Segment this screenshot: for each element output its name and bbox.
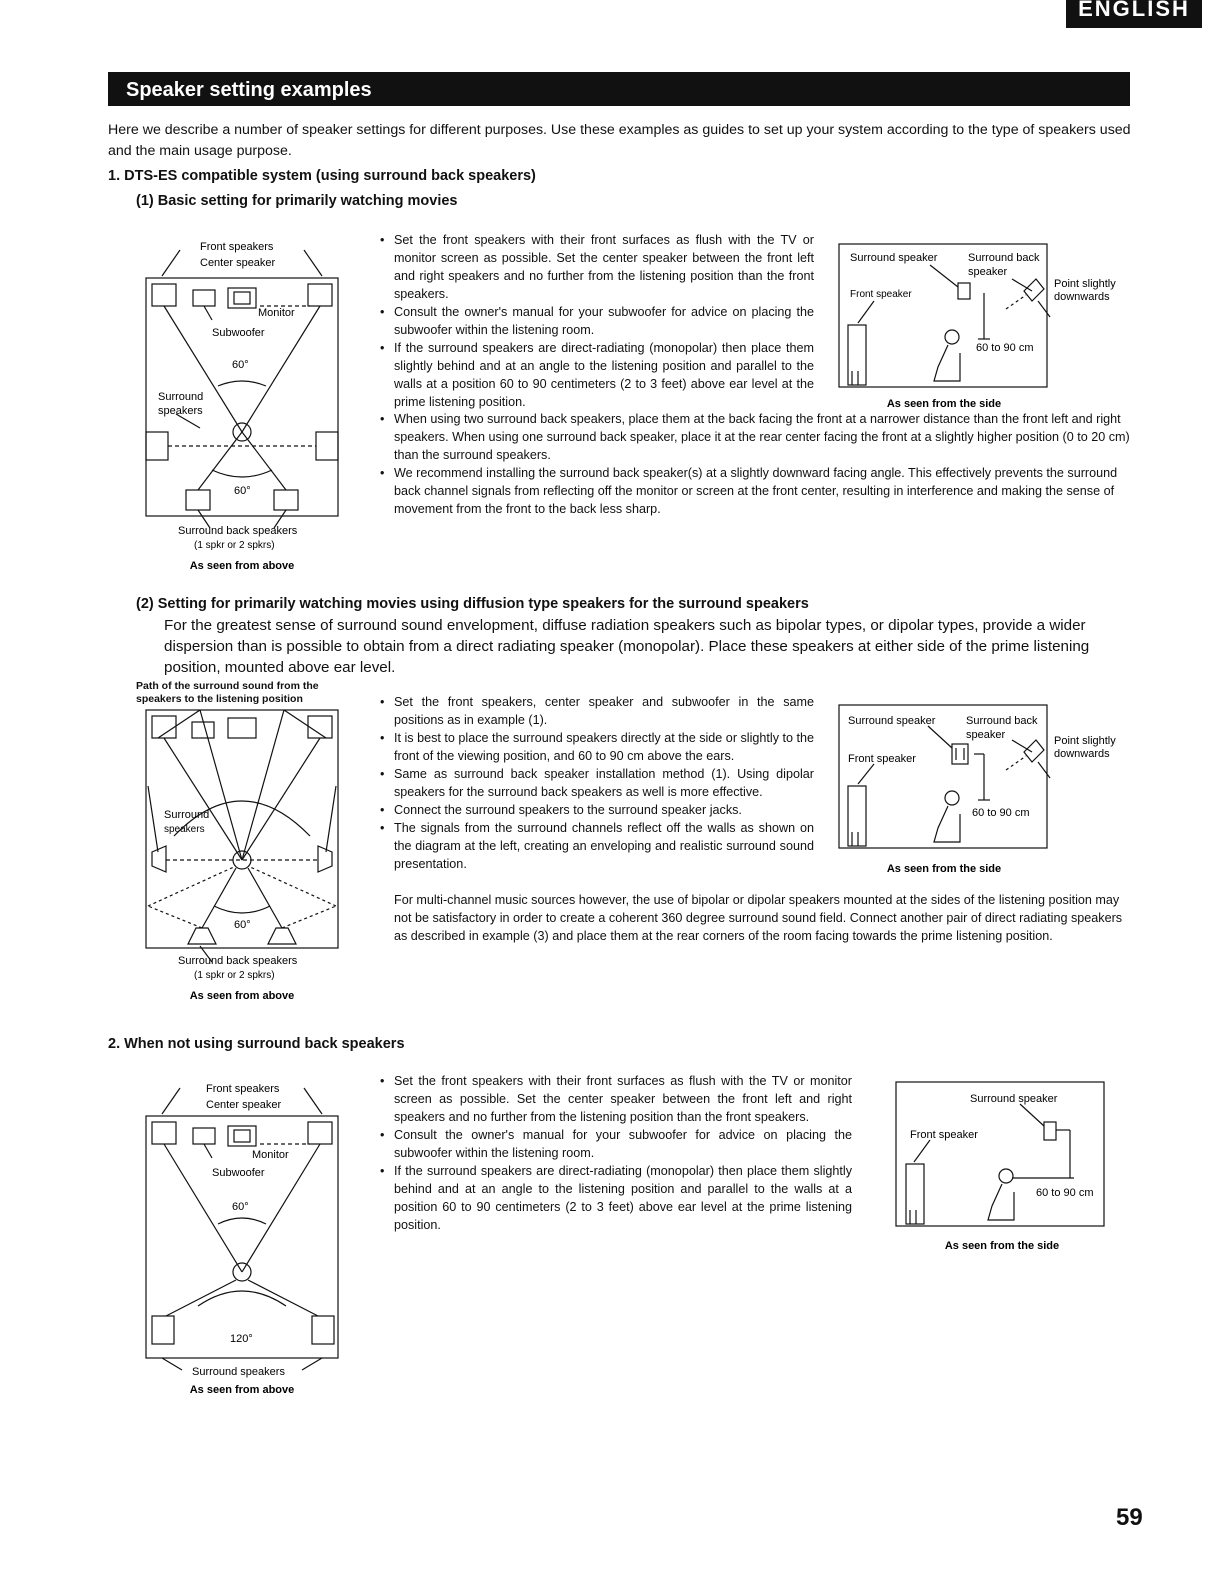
bullet-1: • Set the front speakers with their front surfaces as flush with the TV or monitor screen as possible. Set the center speaker between the front left and right speakers and no further from the listening position than the front speakers. bbox=[380, 231, 814, 303]
side-diagram-1-caption: As seen from the side bbox=[886, 398, 1002, 410]
height-label: 60 to 90 cm bbox=[1036, 1187, 1094, 1199]
surround-left-dipole-icon bbox=[152, 846, 166, 872]
surround-speaker-label: Surround speaker bbox=[848, 715, 936, 727]
front-right-speaker-icon bbox=[308, 1122, 332, 1144]
listener-side-icon bbox=[945, 330, 959, 344]
surround-dipole-side-icon bbox=[952, 744, 968, 764]
front-speaker-label: Front speaker bbox=[850, 289, 912, 300]
side-diagram-2-caption: As seen from the side bbox=[886, 863, 1002, 875]
bullet-1: • Set the front speakers, center speaker and subwoofer in the same positions as in example (1). bbox=[380, 693, 814, 729]
section-1-2-bullets bbox=[380, 693, 814, 873]
bullet-3: • If the surround speakers are direct-radiating (monopolar) then place them slightly behind and at an angle to the listening position and parallel to the walls at a position 60 to 90 centimeters (2 to 3 feet) above ear level at the prime listening position. bbox=[380, 1162, 852, 1234]
front-speakers-label: Front speakers bbox=[200, 241, 274, 253]
center-speaker-label: Center speaker bbox=[206, 1099, 282, 1111]
front-left-speaker-icon bbox=[152, 1122, 176, 1144]
center-speaker-icon bbox=[192, 722, 214, 738]
page-number: 59 bbox=[1116, 1504, 1143, 1531]
surround-back-label: Surround back speakers bbox=[178, 955, 298, 967]
front-speaker-side-icon bbox=[848, 786, 866, 846]
surround-back-label-1: Surround back bbox=[966, 715, 1038, 727]
front-angle-label: 60° bbox=[232, 359, 249, 371]
path-label: Path of the surround sound from the speakers to the listening position bbox=[136, 680, 319, 705]
bullet-2: • Consult the owner's manual for your subwoofer for advice on placing the subwoofer within the listening room. bbox=[380, 303, 814, 339]
diagram-3-caption: As seen from above bbox=[189, 1384, 295, 1396]
listener-side-icon bbox=[945, 791, 959, 805]
surround-label-1: Surround bbox=[164, 809, 210, 821]
surround-back-label-2: speaker bbox=[966, 729, 1006, 741]
surround-back-label-2: speaker bbox=[968, 266, 1008, 278]
monitor-label: Monitor bbox=[252, 1149, 289, 1161]
surround-right-dipole-icon bbox=[318, 846, 332, 872]
page-title: Speaker setting examples bbox=[108, 72, 1130, 106]
intro-paragraph: Here we describe a number of speaker settings for different purposes. Use these examples as guides to set up your system according to the type of speakers used and the main usage purpose. bbox=[108, 122, 1131, 159]
section-1-1-bullets-wide bbox=[380, 410, 1132, 518]
front-right-speaker-icon bbox=[308, 284, 332, 306]
surround-back-side-icon bbox=[1024, 740, 1044, 762]
surround-left-speaker-icon bbox=[152, 1316, 174, 1344]
center-speaker-icon bbox=[193, 1128, 215, 1144]
point-label-1: Point slightly bbox=[1054, 735, 1116, 747]
section-1-1-heading: (1) Basic setting for primarily watching movies bbox=[136, 193, 458, 209]
point-label-1: Point slightly bbox=[1054, 278, 1116, 290]
monitor-icon bbox=[228, 288, 256, 308]
section-1-2-heading: (2) Setting for primarily watching movies using diffusion type speakers for the surround speakers bbox=[136, 596, 809, 612]
angle-label: 60° bbox=[234, 919, 251, 931]
bullet-3: • If the surround speakers are direct-radiating (monopolar) then place them slightly behind and at an angle to the listening position and parallel to the walls at a position 60 to 90 centimeters (2 to 3 feet) above ear level at the prime listening position. bbox=[380, 339, 814, 411]
front-left-speaker-icon bbox=[152, 284, 176, 306]
surround-right-speaker-icon bbox=[312, 1316, 334, 1344]
bullet-3: • Same as surround back speaker installation method (1). Using dipolar speakers for the surround back speakers as well is more effective. bbox=[380, 765, 814, 801]
language-tab: ENGLISH bbox=[1066, 0, 1202, 28]
center-speaker-icon bbox=[193, 290, 215, 306]
side-diagram-3-caption: As seen from the side bbox=[944, 1240, 1060, 1252]
surround-back-label: Surround back speakers bbox=[178, 525, 298, 537]
monitor-icon bbox=[228, 1126, 256, 1146]
surround-back-label-1: Surround back bbox=[968, 252, 1040, 264]
front-speakers-label: Front speakers bbox=[206, 1083, 280, 1095]
front-speaker-side-icon bbox=[906, 1164, 924, 1224]
diagram-1-side-view bbox=[838, 243, 1134, 415]
back-angle-label: 60° bbox=[234, 485, 251, 497]
surround-back-note: (1 spkr or 2 spkrs) bbox=[194, 540, 275, 551]
surround-back-left-speaker-icon bbox=[186, 490, 210, 510]
bullet-5: • The signals from the surround channels reflect off the walls as shown on the diagram at the left, creating an enveloping and realistic surround sound presentation. bbox=[380, 819, 814, 873]
front-speaker-label: Front speaker bbox=[848, 753, 916, 765]
back-angle-label: 120° bbox=[230, 1333, 253, 1345]
surround-back-side-icon bbox=[1024, 279, 1044, 301]
front-speaker-label: Front speaker bbox=[910, 1129, 978, 1141]
section-1-2-continuation: For multi-channel music sources however, the use of bipolar or dipolar speakers mounted at the sides of the listening position may not be satisfactory in order to create a coherent 360 degree surround sound field. Connect another pair of direct radiating speakers as described in example (3) and place them at the rear corners of the room facing towards the prime listening position. bbox=[394, 893, 1123, 943]
point-label-2: downwards bbox=[1054, 748, 1110, 760]
subwoofer-label: Subwoofer bbox=[212, 327, 265, 339]
surround-back-left-icon bbox=[188, 928, 216, 944]
monitor-label: Monitor bbox=[258, 307, 295, 319]
surround-speaker-label: Surround speaker bbox=[850, 252, 938, 264]
bullet-2: • It is best to place the surround speakers directly at the side or slightly to the front of the viewing position, and 60 to 90 cm above the ears. bbox=[380, 729, 814, 765]
bullet-4: • When using two surround back speakers, place them at the back facing the front at a narrower distance than the front left and right speakers. When using one surround back speaker, place it at the rear center facing the front at a slightly higher position (0 to 20 cm) than the surround speakers. bbox=[380, 410, 1132, 464]
surround-speaker-side-icon bbox=[958, 283, 970, 299]
point-label-2: downwards bbox=[1054, 291, 1110, 303]
surround-label-2: speakers bbox=[158, 405, 203, 417]
diagram-1-caption: As seen from above bbox=[189, 560, 295, 572]
surround-back-right-speaker-icon bbox=[274, 490, 298, 510]
diagram-2-caption: As seen from above bbox=[189, 990, 295, 1002]
listener-side-icon bbox=[999, 1169, 1013, 1183]
surround-back-right-icon bbox=[268, 928, 296, 944]
monitor-icon bbox=[228, 718, 256, 738]
bullet-5: • We recommend installing the surround back speaker(s) at a slightly downward facing angle. This effectively prevents the surround back channel signals from reflecting off the monitor or screen at the front center, resulting in interference and making the sense of movement from the front to the back less sharp. bbox=[380, 464, 1132, 518]
section-1-1-bullets bbox=[380, 231, 814, 411]
section-2-bullets bbox=[380, 1072, 852, 1234]
height-label: 60 to 90 cm bbox=[976, 342, 1034, 354]
diagram-2-top-view bbox=[140, 706, 345, 1006]
surround-label-2: speakers bbox=[164, 824, 205, 835]
bullet-2: • Consult the owner's manual for your subwoofer for advice on placing the subwoofer within the listening room. bbox=[380, 1126, 852, 1162]
front-angle-label: 60° bbox=[232, 1201, 249, 1213]
surround-label-1: Surround bbox=[158, 391, 204, 403]
diagram-1-top-view bbox=[140, 232, 345, 577]
surround-back-note: (1 spkr or 2 spkrs) bbox=[194, 970, 275, 981]
diagram-3-side-view bbox=[894, 1080, 1108, 1256]
section-1-heading: 1. DTS-ES compatible system (using surround back speakers) bbox=[108, 168, 536, 184]
front-speaker-side-icon bbox=[848, 325, 866, 385]
section-2-heading: 2. When not using surround back speakers bbox=[108, 1036, 405, 1052]
surround-speaker-label: Surround speaker bbox=[970, 1093, 1058, 1105]
center-speaker-label: Center speaker bbox=[200, 257, 276, 269]
bullet-4: • Connect the surround speakers to the surround speaker jacks. bbox=[380, 801, 814, 819]
diagram-3-top-view bbox=[140, 1076, 345, 1398]
section-1-2-paragraph: For the greatest sense of surround sound envelopment, diffuse radiation speakers such as bipolar types, or dipolar types, provide a wider dispersion than is possible to obtain from a direct radiating speaker (monopolar). Place these speakers at either side of the prime listening position, mounted above ear level. bbox=[164, 617, 1090, 676]
surround-speakers-label: Surround speakers bbox=[192, 1366, 285, 1378]
diagram-2-side-view bbox=[838, 704, 1134, 880]
surround-left-speaker-icon bbox=[146, 432, 168, 460]
height-label: 60 to 90 cm bbox=[972, 807, 1030, 819]
surround-speaker-side-icon bbox=[1044, 1122, 1056, 1140]
surround-right-speaker-icon bbox=[316, 432, 338, 460]
subwoofer-label: Subwoofer bbox=[212, 1167, 265, 1179]
bullet-1: • Set the front speakers with their front surfaces as flush with the TV or monitor screen as possible. Set the center speaker between the front left and right speakers and no further from the listening position than the front speakers. bbox=[380, 1072, 852, 1126]
